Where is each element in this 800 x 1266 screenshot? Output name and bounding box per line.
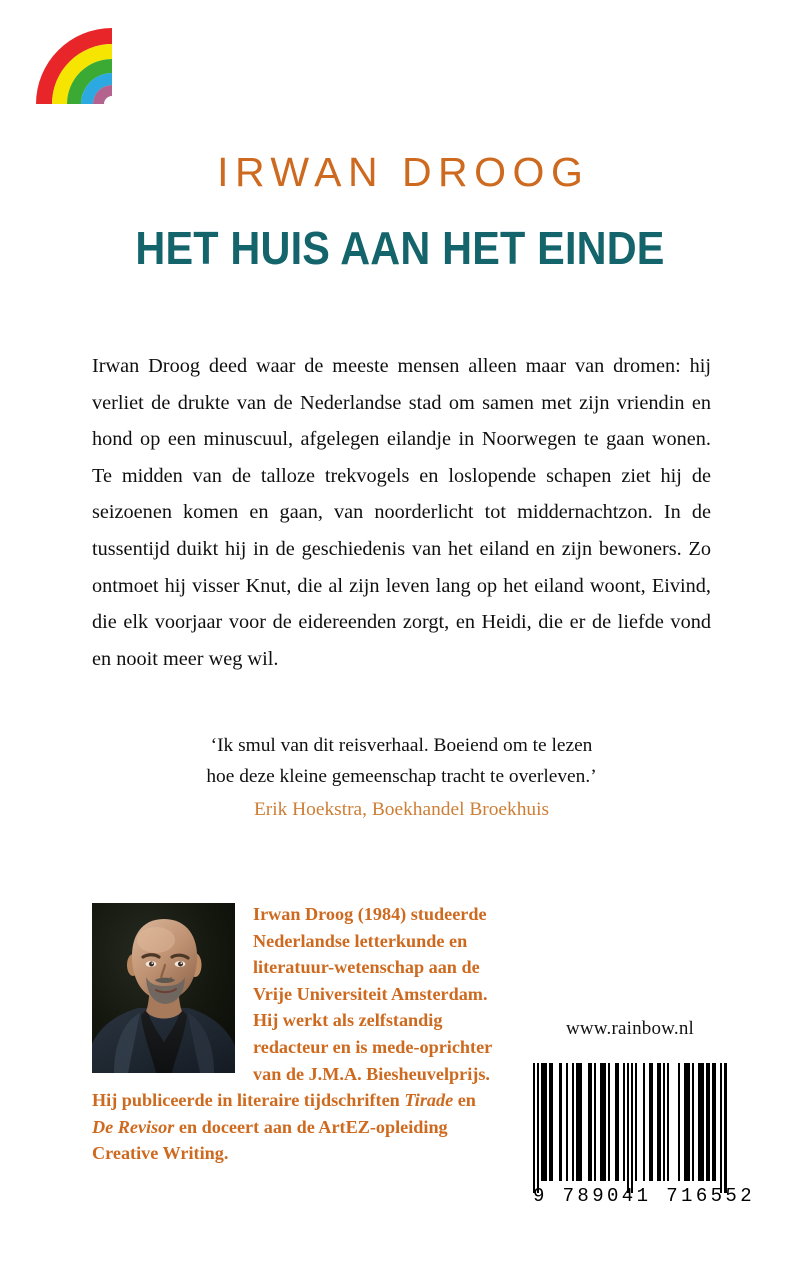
rainbow-logo xyxy=(30,28,114,106)
bio-italic-tirade: Tirade xyxy=(404,1090,454,1111)
review-quote-line-1: ‘Ik smul van dit reisverhaal. Boeiend om te lezen xyxy=(210,735,593,756)
review-quote-line-2: hoe deze kleine gemeenschap tracht te overleven.’ xyxy=(206,766,597,787)
barcode-bar xyxy=(724,1063,726,1193)
review-quote-attribution: Erik Hoekstra, Boekhandel Broekhuis xyxy=(253,799,550,820)
bio-mid: en xyxy=(453,1090,476,1111)
review-quote-block xyxy=(92,730,711,825)
review-quote-text xyxy=(92,730,711,792)
blurb-section xyxy=(92,348,711,677)
publisher-website-url[interactable]: www.rainbow.nl xyxy=(565,1018,695,1039)
author-portrait-photo xyxy=(92,903,235,1073)
bio-italic-de-revisor: De Revisor xyxy=(92,1116,175,1137)
barcode-space xyxy=(669,1063,677,1181)
barcode-bars xyxy=(533,1063,727,1181)
isbn-number: 9 789041 716552 xyxy=(533,1185,756,1207)
bio-part-1: Irwan Droog (1984) studeerde Nederlandse letterkunde en literatuur-wetenschap aan de Vrije Universiteit Amsterdam. Hij werkt als zelfstandig redacteur en is mede-oprichter van de J.M.A. Biesheuvelprijs. Hij publiceerde in literaire tijdschriften xyxy=(92,904,492,1111)
author-name: IRWAN DROOG xyxy=(217,149,590,195)
isbn-barcode-block xyxy=(533,1063,756,1207)
author-bio-block xyxy=(92,901,492,1167)
bio-part-2: en doceert aan de ArtEZ-opleiding Creative Writing. xyxy=(92,1116,448,1164)
blurb-paragraph: Irwan Droog deed waar de meeste mensen alleen maar van dromen: hij verliet de drukte van de Nederlandse stad om samen met zijn vriendin en hond op een minuscuul, afgelegen eilandje in Noorwegen te gaan wonen. Te midden van de talloze trekvogels en loslopende schapen ziet hij de seizoenen komen en gaan, van noorderlicht tot middernachtzon. In de tussentijd duikt hij in de geschiedenis van het eiland en zijn bewoners. Zo ontmoet hij visser Knut, die al zijn leven lang op het eiland woont, Eivind, die elk voorjaar voor de eidereenden zorgt, en Heidi, die er de liefde vond en nooit meer weg wil. xyxy=(92,355,711,670)
book-title: HET HUIS AAN HET EINDE xyxy=(135,222,665,274)
